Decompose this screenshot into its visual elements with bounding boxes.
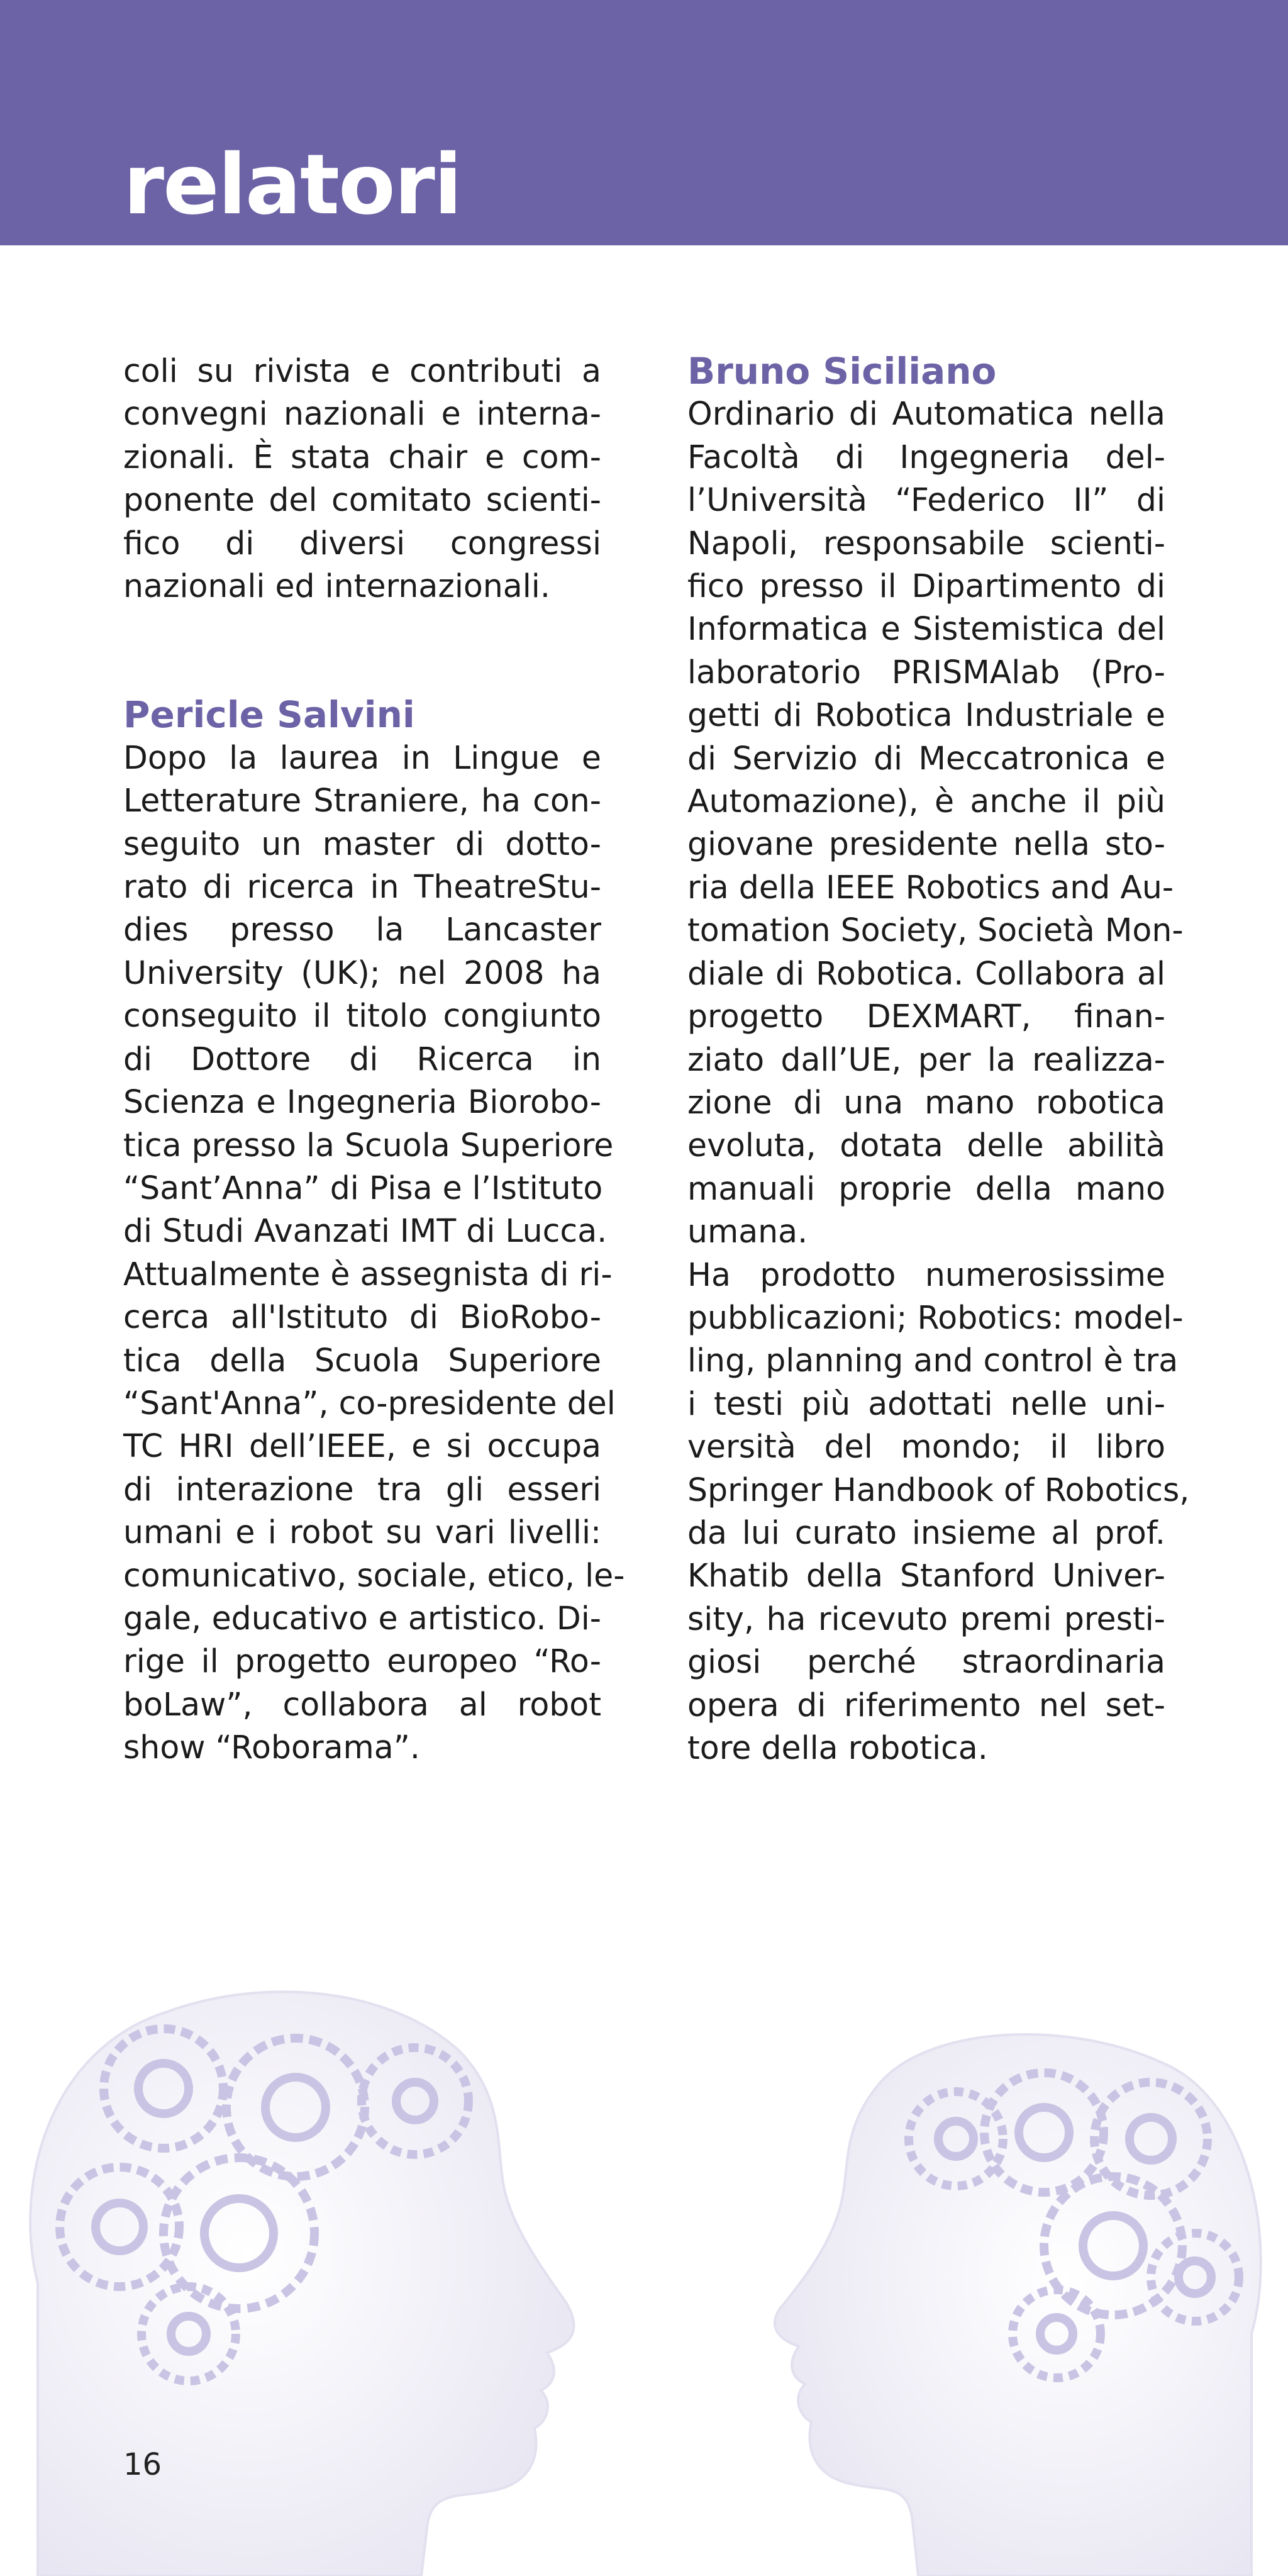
text-line: getti di Robotica Industriale e [687, 696, 1165, 734]
text-line: opera di riferimento nel set- [687, 1686, 1165, 1724]
text-line: Ordinario di Automatica nella [687, 395, 1165, 433]
text-line: dies presso la Lancaster [123, 911, 601, 949]
text-line: Automazione), è anche il più [687, 783, 1165, 820]
two-heads-with-gears-icon [0, 1893, 1288, 2576]
text-line: fico presso il Dipartimento di [687, 567, 1165, 605]
text-line: conseguito il titolo congiunto [123, 997, 601, 1035]
text-line: show “Roborama”. [123, 1729, 420, 1766]
intro-paragraph [123, 350, 601, 608]
text-line: convegni nazionali e interna- [123, 395, 601, 433]
text-line: di Studi Avanzati IMT di Lucca. [123, 1212, 608, 1250]
text-line: Khatib della Stanford Univer- [687, 1557, 1165, 1595]
text-line: Springer Handbook of Robotics, [687, 1471, 1190, 1508]
text-line: diale di Robotica. Collabora al [687, 954, 1165, 992]
page-title: relatori [123, 137, 462, 233]
text-line: sity, ha ricevuto premi presti- [687, 1600, 1165, 1637]
text-line: rige il progetto europeo “Ro- [123, 1642, 601, 1680]
text-line: evoluta, dotata delle abilità [687, 1127, 1165, 1164]
page-number: 16 [123, 2447, 162, 2482]
text-line: tomation Society, Società Mon- [687, 912, 1184, 949]
speaker-bio-salvini [123, 737, 625, 1770]
text-line: rato di ricerca in TheatreStu- [123, 868, 601, 906]
text-line: coli su rivista e contributi a [123, 352, 601, 389]
speaker-bio-siciliano-2 [687, 1254, 1190, 1770]
text-line: Dopo la laurea in Lingue e [123, 739, 601, 776]
text-line: fico di diversi congressi [123, 524, 601, 562]
text-line: umani e i robot su vari livelli: [123, 1514, 601, 1551]
text-line: versità del mondo; il libro [687, 1428, 1165, 1466]
text-line: umana. [687, 1213, 808, 1251]
header-bar [0, 0, 1288, 245]
speaker-name-siciliano: Bruno Siciliano [687, 350, 997, 393]
text-line: di Dottore di Ricerca in [123, 1040, 601, 1078]
text-line: nazionali ed internazionali. [123, 567, 550, 605]
text-line: comunicativo, sociale, etico, le- [123, 1556, 625, 1594]
text-line: di Servizio di Meccatronica e [687, 739, 1165, 777]
text-line: Facoltà di Ingegneria del- [687, 438, 1165, 476]
text-line: “Sant'Anna”, co-presidente del [123, 1384, 616, 1422]
speaker-name-salvini: Pericle Salvini [123, 693, 415, 737]
text-line: “Sant’Anna” di Pisa e l’Istituto [123, 1169, 603, 1207]
text-line: zione di una mano robotica [687, 1083, 1165, 1121]
text-line: University (UK); nel 2008 ha [123, 954, 601, 991]
text-line: pubblicazioni; Robotics: model- [687, 1298, 1184, 1336]
text-line: zionali. È stata chair e com- [123, 438, 601, 476]
text-line: Napoli, responsabile scienti- [687, 524, 1165, 562]
text-line: ling, planning and control è tra [687, 1342, 1179, 1380]
text-line: Ha prodotto numerosissime [687, 1256, 1165, 1293]
text-line: Letterature Straniere, ha con- [123, 782, 601, 820]
text-line: da lui curato insieme al prof. [687, 1514, 1165, 1551]
text-line: tica della Scuola Superiore [123, 1341, 601, 1379]
speaker-bio-siciliano [687, 393, 1184, 1253]
text-line: TC HRI dell’IEEE, e si occupa [123, 1427, 601, 1465]
text-line: giosi perché straordinaria [687, 1643, 1165, 1681]
text-line: Informatica e Sistemistica del [687, 610, 1165, 648]
text-line: progetto DEXMART, finan- [687, 998, 1165, 1035]
left-column [123, 350, 625, 1770]
text-line: seguito un master di dotto- [123, 825, 601, 862]
text-line: ziato dall’UE, per la realizza- [687, 1040, 1165, 1078]
text-line: di interazione tra gli esseri [123, 1470, 601, 1508]
text-line: i testi più adottati nelle uni- [687, 1385, 1165, 1422]
text-line: l’Università “Federico II” di [687, 481, 1165, 519]
text-line: manuali proprie della mano [687, 1169, 1165, 1207]
text-line: cerca all'Istituto di BioRobo- [123, 1298, 601, 1336]
text-line: Scienza e Ingegneria Biorobo- [123, 1083, 601, 1121]
text-line: tica presso la Scuola Superiore [123, 1126, 614, 1164]
text-line: gale, educativo e artistico. Di- [123, 1599, 601, 1637]
text-line: giovane presidente nella sto- [687, 825, 1165, 863]
text-line: laboratorio PRISMAlab (Pro- [687, 653, 1165, 691]
text-line: tore della robotica. [687, 1729, 988, 1766]
text-line: ria della IEEE Robotics and Au- [687, 868, 1174, 906]
text-line: boLaw”, collabora al robot [123, 1685, 601, 1723]
right-column [687, 350, 1190, 1770]
text-line: ponente del comitato scienti- [123, 481, 601, 519]
text-line: Attualmente è assegnista di ri- [123, 1255, 613, 1293]
